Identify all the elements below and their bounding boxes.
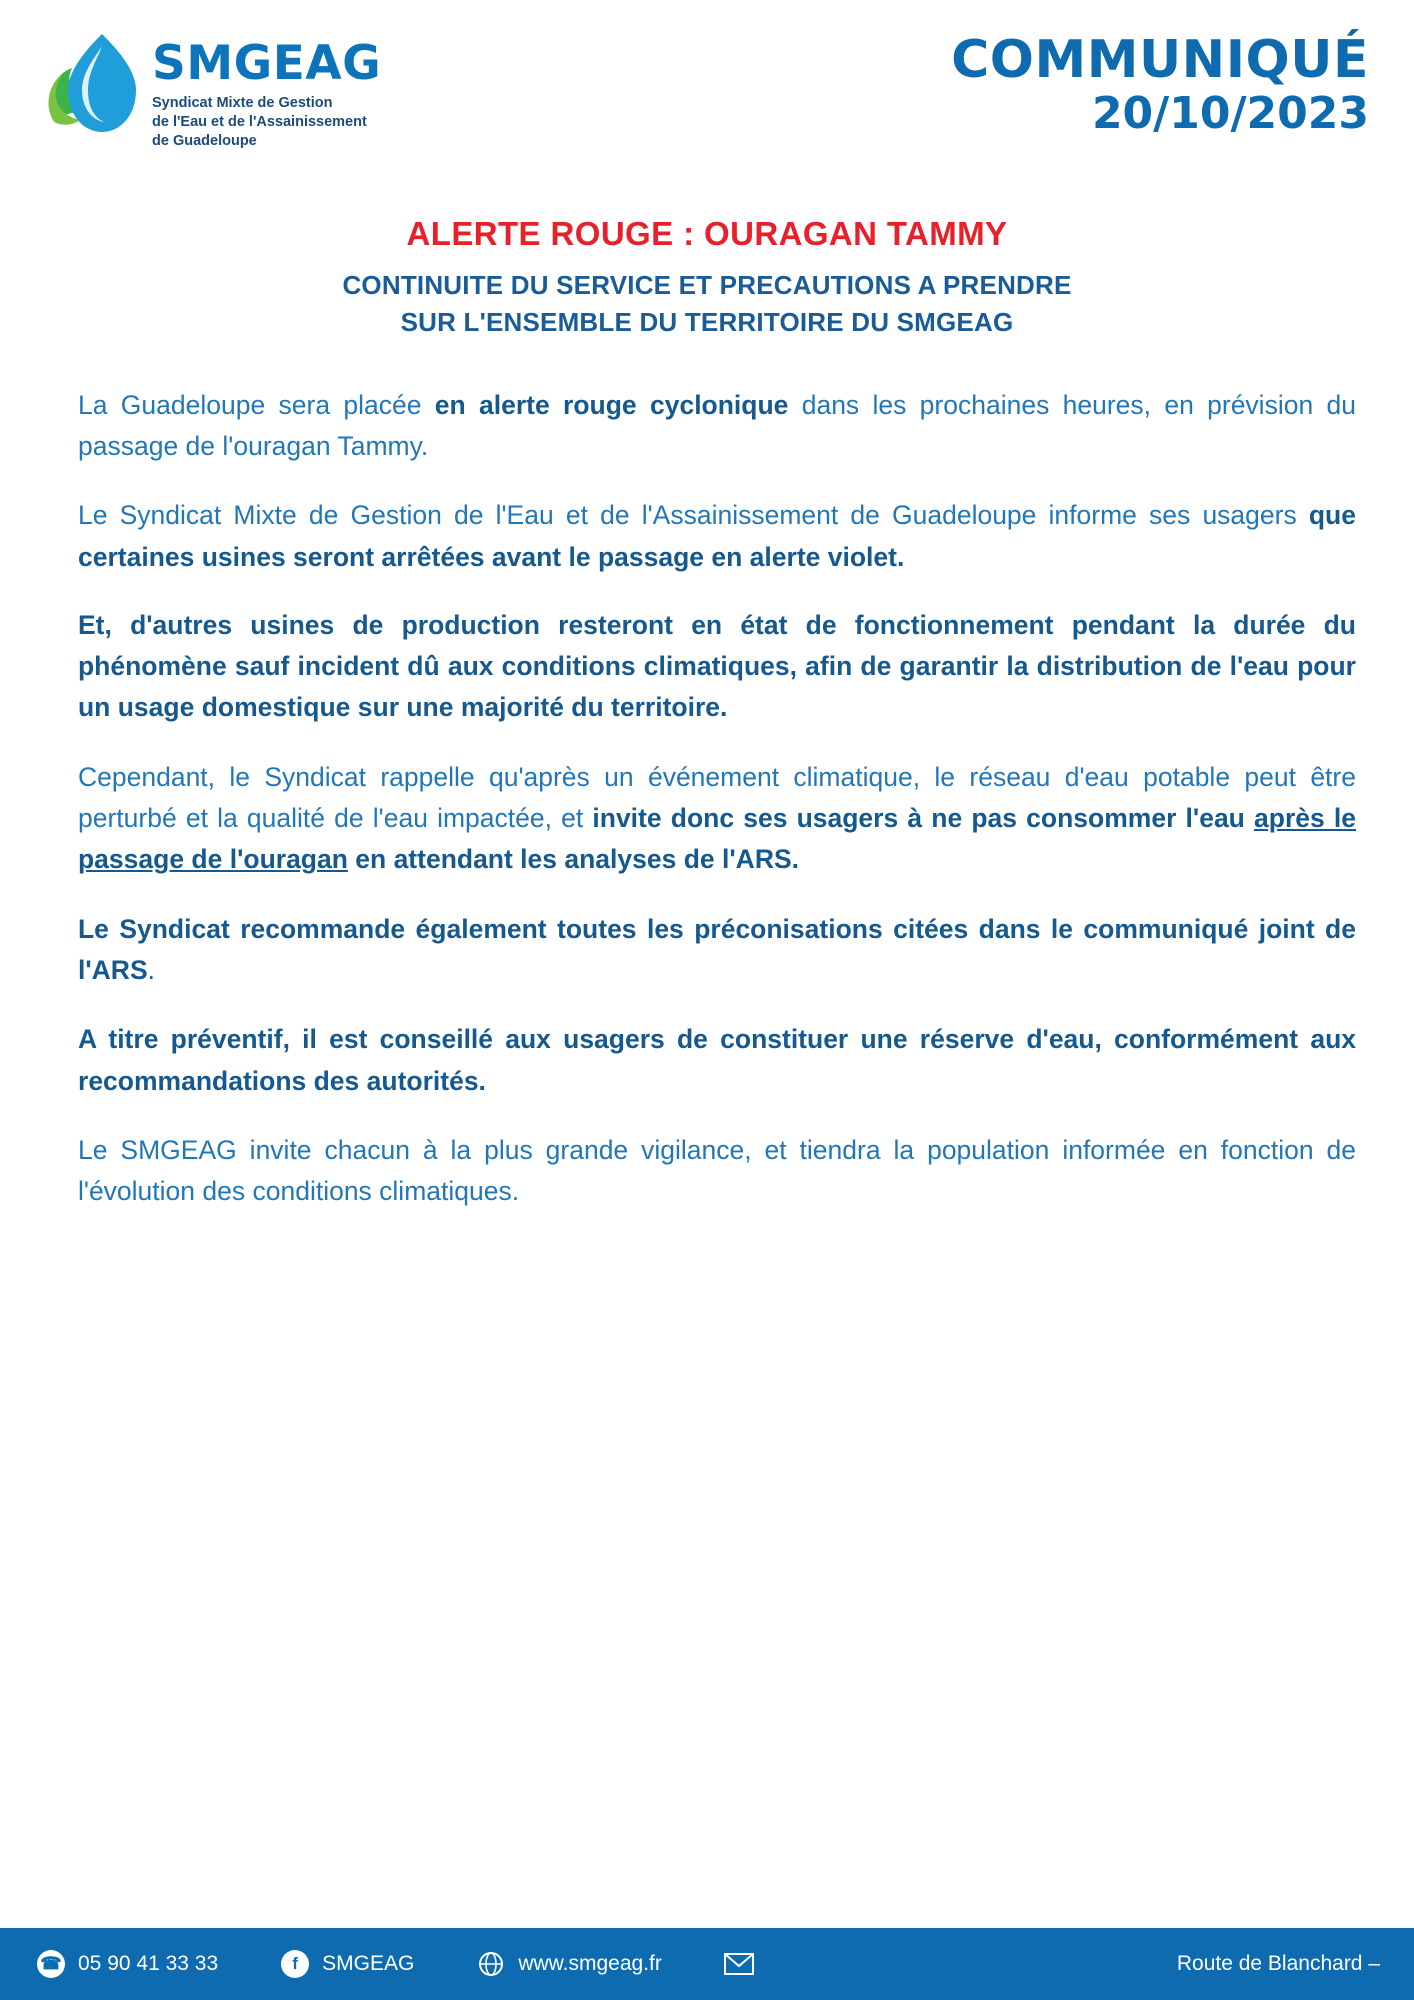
subtitle-line-2: SUR L'ENSEMBLE DU TERRITOIRE DU SMGEAG — [400, 306, 1014, 337]
p4-text-underlined: après le passage de l'ouragan — [78, 802, 1357, 875]
communique-date: 20/10/2023 — [1091, 87, 1369, 139]
document-body — [0, 385, 1414, 1213]
mail-icon[interactable] — [724, 1949, 754, 1979]
p1-text-a: La Guadeloupe sera placée — [78, 389, 435, 420]
logo-subtitle-line-1: Syndicat Mixte de Gestion — [152, 95, 333, 111]
footer-phone — [36, 1949, 218, 1979]
logo-subtitle — [152, 94, 381, 151]
paragraph-5 — [78, 909, 1356, 992]
paragraph-4 — [78, 757, 1356, 881]
p7-text: Le SMGEAG invite chacun à la plus grande vigilance, et tiendra la population informée en fonction de l'évolution des conditions climatiques. — [78, 1134, 1356, 1207]
title-block — [0, 215, 1414, 341]
p5-text-b: . — [147, 954, 155, 985]
footer-facebook[interactable] — [280, 1949, 414, 1979]
subtitle-line-1: CONTINUITE DU SERVICE ET PRECAUTIONS A PRENDRE — [342, 270, 1072, 300]
smgeag-logo — [40, 28, 381, 151]
logo-subtitle-line-2: de l'Eau et de l'Assainissement — [152, 114, 367, 131]
p1-text-b: en alerte rouge cyclonique — [434, 389, 789, 420]
phone-icon: ☎ — [36, 1949, 66, 1979]
logo-text-block — [152, 28, 381, 151]
facebook-icon[interactable]: f — [280, 1949, 310, 1979]
paragraph-7 — [78, 1130, 1356, 1213]
logo-title: SMGEAG — [152, 36, 382, 91]
footer-facebook-text[interactable]: SMGEAG — [322, 1952, 415, 1975]
p2-text-a: Le Syndicat Mixte de Gestion de l'Eau et de l'Assainissement de Guadeloupe informe ses usagers — [78, 500, 1309, 531]
footer-website[interactable] — [476, 1949, 662, 1979]
paragraph-2 — [78, 495, 1356, 578]
water-drop-leaf-logo-icon — [40, 28, 146, 148]
p1-text-c: dans les prochaines heures, en prévision du passage de l'ouragan Tammy. — [78, 389, 1356, 462]
document-header — [0, 0, 1414, 215]
logo-subtitle-line-3: de Guadeloupe — [152, 133, 257, 150]
footer-website-text[interactable]: www.smgeag.fr — [518, 1952, 662, 1975]
p4-text-b: invite donc ses usagers à ne pas consommer l'eau — [592, 802, 1255, 833]
globe-icon[interactable] — [476, 1949, 506, 1979]
paragraph-3 — [78, 605, 1356, 729]
footer-phone-text: 05 90 41 33 33 — [78, 1952, 219, 1975]
p5-text-a: Le Syndicat recommande également toutes les préconisations citées dans le communiqué joint de l'ARS — [78, 913, 1356, 985]
footer-address: Route de Blanchard – — [1176, 1952, 1380, 1975]
paragraph-1 — [78, 385, 1356, 468]
p2-text-b: que certaines usines seront arrêtées avant le passage en alerte violet. — [78, 500, 1356, 572]
document-footer — [0, 1928, 1414, 2000]
communique-block — [951, 30, 1369, 139]
p4-text-d: en attendant les analyses de l'ARS. — [347, 844, 799, 875]
p6-text: A titre préventif, il est conseillé aux usagers de constituer une réserve d'eau, conformément aux recommandations des autorités. — [78, 1024, 1356, 1096]
footer-mail[interactable] — [724, 1949, 766, 1979]
p4-text-a: Cependant, le Syndicat rappelle qu'après un événement climatique, le réseau d'eau potable peut être perturbé et la qualité de l'eau impactée, et — [78, 761, 1356, 833]
alert-title: ALERTE ROUGE : OURAGAN TAMMY — [406, 215, 1008, 252]
p3-text: Et, d'autres usines de production resteront en état de fonctionnement pendant la durée du phénomène sauf incident dû aux conditions climatiques, afin de garantir la distribution de l'eau pour un usage domestique sur une majorité du territoire. — [78, 609, 1356, 723]
communique-label: COMMUNIQUÉ — [951, 30, 1369, 90]
paragraph-6 — [78, 1019, 1356, 1102]
